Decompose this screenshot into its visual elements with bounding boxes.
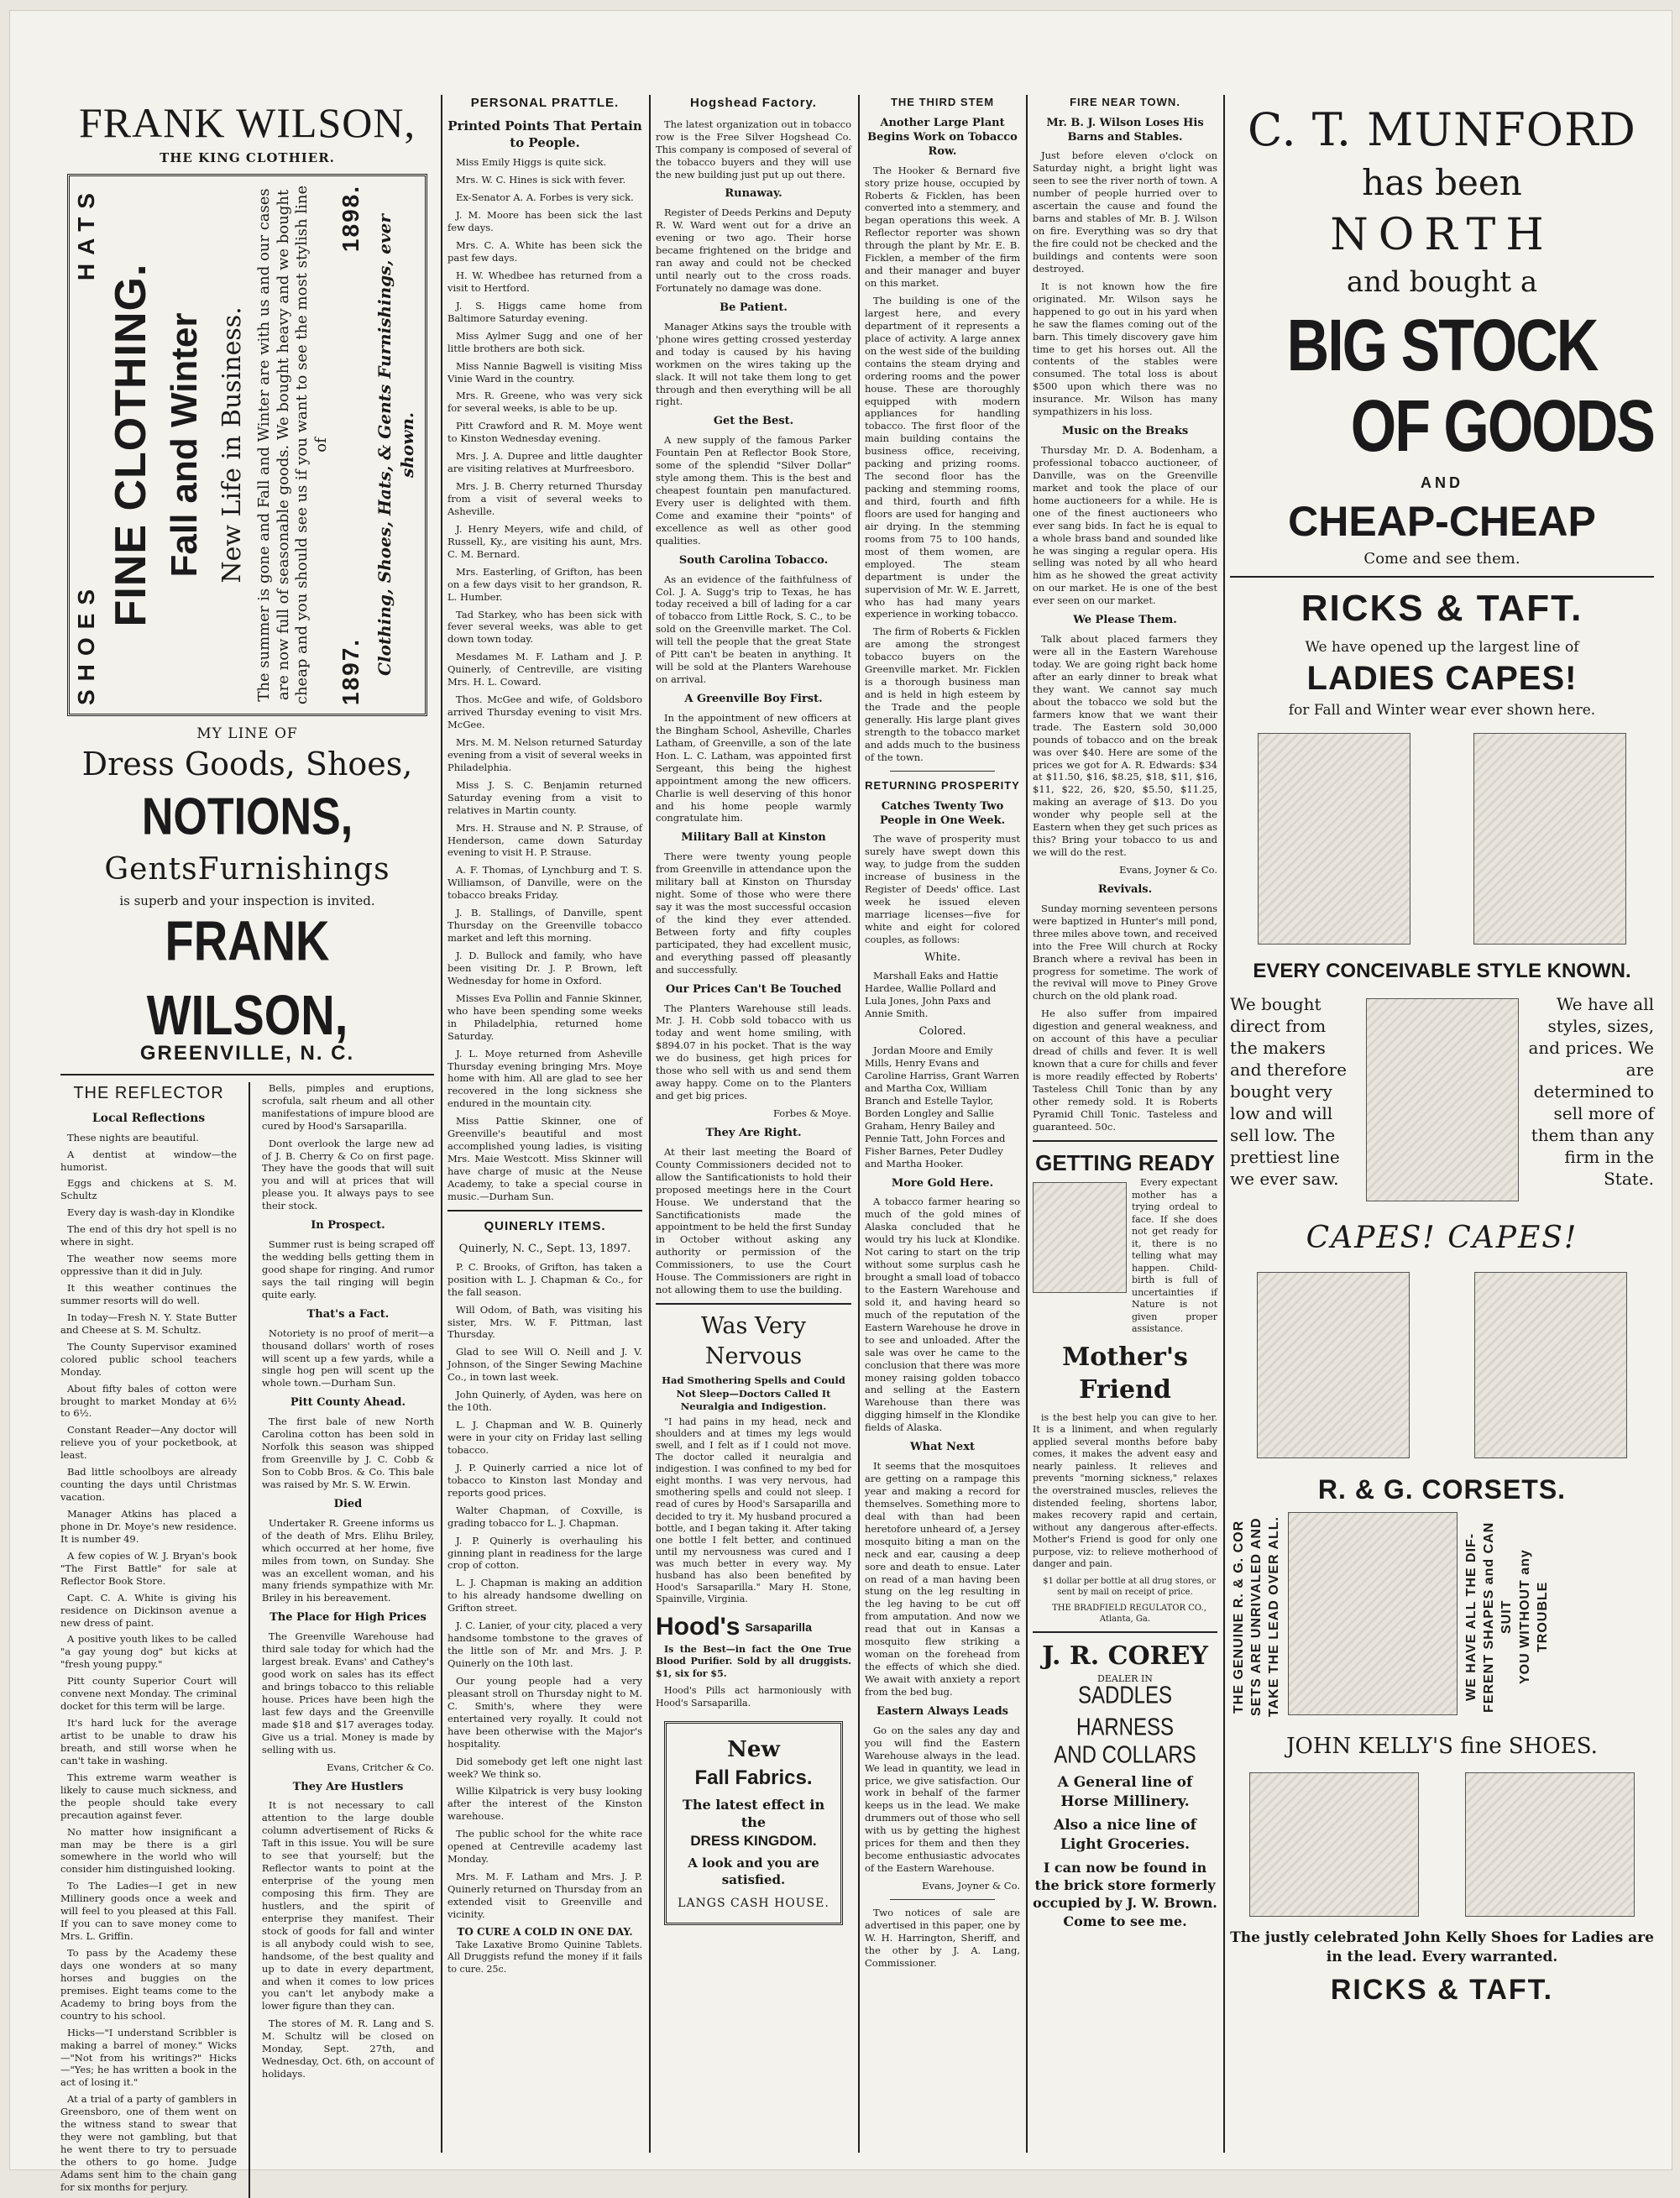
personal-item: Pitt Crawford and R. M. Moye went to Kinston Wednesday evening.	[447, 420, 642, 445]
local-item: The weather now seems more oppressive than it did in July.	[60, 1253, 237, 1278]
munford-north: NORTH	[1330, 209, 1554, 260]
ricks-right-text: We have all styles, sizes, and prices. We are determined to sell more of them than any firm in the State.	[1528, 994, 1654, 1190]
quinerly-item: Willie Kilpatrick is very busy looking after the interest of the Kinston warehouse.	[447, 1785, 642, 1823]
col4-head: THE THIRD STEM	[890, 96, 995, 108]
white-head: White.	[924, 950, 960, 964]
munford-name: C. T. MUNFORD	[1248, 103, 1636, 156]
patient-text: Manager Atkins says the trouble with 'phone wires getting crossed yesterday and today is caused by his having workmen on the wires taking up the slack. It will not take them long to get through and then everything will be all right.	[656, 320, 851, 408]
next-head: What Next	[910, 1441, 975, 1454]
quinerly-item: P. C. Brooks, of Grifton, has taken a position with L. J. Chapman & Co., for the fall season.	[447, 1260, 642, 1298]
local-item: The end of this dry hot spell is no where in sight.	[60, 1223, 237, 1248]
column-6-ad	[1230, 95, 1654, 2153]
quinerly-item: Glad to see Will O. Neill and J. V. Johnson, of the Singer Sewing Machine Co., in town last week.	[447, 1346, 642, 1384]
personal-item: Ex-Senator A. A. Forbes is very sick.	[456, 191, 634, 204]
shoe-illustration	[1465, 1772, 1635, 1917]
personal-item: Mrs. H. Strause and N. P. Strause, of Henderson, came down Saturday evening to visit H. P. Strause.	[447, 821, 642, 859]
revivals-text: Sunday morning seventeen persons were baptized in Hunter's mill pond, three miles above town, and received into the Free Will church at Rocky Branch where a revival has been in progress for sometime. The work of the revival will move to Piney Grove church on the old plank road.	[1033, 902, 1217, 1002]
ricks-fall: for Fall and Winter wear ever shown here.	[1288, 702, 1596, 720]
patient-head: Be Patient.	[720, 301, 788, 314]
kelly-text: The justly celebrated John Kelly Shoes for Ladies are in the lead. Every warranted.	[1230, 1929, 1654, 1965]
hoods-line: Is the Best—in fact the One True Blood Purifier. Sold by all druggists. $1, six for $5.	[656, 1643, 851, 1679]
nervous-title: Was Very Nervous	[700, 1313, 807, 1369]
quinerly-item: John Quinerly, of Ayden, was here on the 10th.	[447, 1389, 642, 1414]
ad-hats: HATS	[72, 184, 99, 280]
personal-item: Misses Eva Pollin and Fannie Skinner, who have been spending some weeks in Philadelphia, returned home Saturday.	[447, 992, 642, 1042]
divider	[447, 1210, 642, 1212]
local-item: It's hard luck for the average artist to be unable to draw his breath, and still worse when he can't take in washing.	[60, 1717, 237, 1766]
ricks-opened: We have opened up the largest line of	[1305, 638, 1579, 656]
please-head: We Please Them.	[1073, 614, 1177, 627]
column-rule	[1026, 95, 1028, 2153]
personal-item: Mrs. Easterling, of Grifton, has been on a few days visit to her grandson, R. L. Humber.	[447, 565, 642, 603]
corset-vert-text: YOU WITHOUT any TROUBLE	[1517, 1549, 1550, 1685]
column-1	[60, 95, 434, 2193]
personal-item: Mesdames M. F. Latham and J. P. Quinerly, of Centreville, are visiting Mrs. H. L. Coward.	[447, 651, 642, 688]
next-text: It seems that the mosquitoes are getting on a rampage this year and making a record for themselves. Something more to deal with than had been heretofore unheard of, a Jersey mosquito biting a man on the neck and ear, causing a deep sore and death to ensue. Later on read of a man having been stung on the leg resulting in the leg having to be cut off from amputation. And now we read that out in Kansas a mosquito flew striking a woman on the forehead from the effects of which she died. We await with anxiety a report from the bed bug.	[865, 1460, 1020, 1698]
corsets-title: R. & G. CORSETS.	[1317, 1473, 1567, 1505]
col5-head: FIRE NEAR TOWN.	[1070, 96, 1180, 108]
column-1b: Bells, pimples and eruptions, scrofula, salt rheum and all other manifestations of impure blood are cured by Hood's Sarsaparilla. Dont overlook the large new ad of J. B. Cherry & Co on first page. They have the goods that will suit you and will at prices that will please you. It always pays to see their stock. In Prospect. Summer rust is being scraped off the wedding bells getting them in good shape for ringing. And rumor says the tail ringing will begin quite early. That's a Fact. Notoriety is no proof of merit—a thousand dollars' worth of roses will scent up a few yards, while a single hog pen will scent up the whole town.—Durham Sun. Pitt County Ahead. The first bale of new North Carolina cotton has been sold in Norfolk this season was shipped from Greenville by J. C. Cobb & Son to Cobb Bros. & Co. This bale was raised by Mr. S. W. Erwin. Died Undertaker R. Greene informs us of the death of Mrs. Elihu Briley, which occurred at her home, five miles from town, on Sunday. She was an excellent woman, and his many friends sympathize with Mr. Briley in his bereavement. The Place for High Prices The Greenville Warehouse had third sale today for which had the largest break. Evans' and Cathey's good work on sales has its effect and brings tobacco to this reliable house. Prices have been high the last few days and the Greenville made $18 and $17 averages today. Give us a trial. Money is made by selling with us. Evans, Critcher & Co. They Are Hustlers It is not necessary to call attention to the large double column advertisement of Ricks & Taft in this issue. You will be sure to see that yourself; but the Reflector wants to point at the enterprise of the young men composing this firm. They are hustlers, and the spirit of enterprise they manifest. Their stock of goods for fall and winter is all anybody could wish to see, handsome, of the best quality and up to date in every department, and when it comes to low prices you can't let anybody make a lower figure than they can. The stores of M. R. Lang and S. M. Schultz will be closed on Monday, Sept. 27th, and Wednesday, Oct. 6th, on account of holidays.	[261, 1081, 434, 2080]
personal-item: Mrs. W. C. Hines is sick with fever.	[456, 174, 626, 186]
local-item: No matter how insignificant a man may be there is a girl somewhere in the world who will consider him distinguished looking.	[60, 1825, 237, 1876]
personal-item: J. L. Moye returned from Asheville Thursday evening bringing Mrs. Moye home with him. All are glad to see her recovered in the long sickness she endured in the mountain city.	[447, 1047, 642, 1110]
local-item: Constant Reader—Any doctor will relieve you of your pocketbook, at least.	[60, 1424, 237, 1462]
ad-line-of: MY LINE OF	[196, 725, 298, 742]
local-item: A few copies of W. J. Bryan's book "The First Battle" for sale at Reflector Book Store.	[60, 1549, 237, 1587]
ad-town: GREENVILLE, N. C.	[139, 1042, 355, 1065]
personal-item: Thos. McGee and wife, of Goldsboro arrived Thursday evening to visit Mrs. McGee.	[447, 693, 642, 731]
personal-item: Miss Pattie Skinner, one of Greenville's beautiful and most accomplished young ladies, is visiting Mrs. Maie Westcott. Miss Skinner will have charge of music at the Neuse Academy, to take a special course in music.—Durham Sun.	[447, 1115, 642, 1202]
corey-name: J. R. COREY	[1042, 1641, 1208, 1672]
cape-illustration	[1258, 733, 1410, 945]
local-item: Bad little schoolboys are already counting the days until Christmas vacation.	[60, 1466, 237, 1504]
ad-superb: is superb and your inspection is invited.	[119, 892, 375, 908]
column-3	[656, 95, 851, 2153]
quinerly-date: Quinerly, N. C., Sept. 13, 1897.	[458, 1242, 631, 1255]
personal-item: A. F. Thomas, of Lynchburg and T. S. Williamson, of Danville, were on the tobacco breaks Friday.	[447, 864, 642, 902]
column-rule	[858, 95, 860, 2153]
quinerly-item: The public school for the white race opened at Centreville academy last Monday.	[447, 1828, 642, 1866]
capes-capes: CAPES! CAPES!	[1306, 1221, 1578, 1256]
newspaper-page	[9, 10, 1672, 2193]
personal-item: J. S. Higgs came home from Baltimore Saturday evening.	[447, 299, 642, 324]
cape-illustration	[1473, 733, 1626, 945]
col5-sub: Mr. B. J. Wilson Loses His Barns and Stables.	[1046, 117, 1204, 144]
corset-vert-text: THE GENUINE R. & G. COR	[1232, 1520, 1246, 1714]
personal-item: Miss J. S. C. Benjamin returned Saturday evening from a visit to relatives in Martin county.	[447, 778, 642, 816]
quinerly-item: J. C. Lanier, of your city, placed a very handsome tombstone to the graves of the little son of Mr. and Mrs. J. P. Quinerly on the 10th last.	[447, 1620, 642, 1670]
getting-ready-text: Every expectant mother has a trying ordeal to face. If she does not get ready for it, there is no telling what may happen. Child-birth is full of uncertainties if Nature is not given proper assistance.	[1132, 1177, 1217, 1335]
corset-vert-text: TAKE THE LEAD OVER ALL.	[1267, 1516, 1282, 1718]
cape-illustration	[1366, 998, 1519, 1201]
reflector-sub: Local Reflections	[92, 1112, 206, 1126]
local-item: To The Ladies—I get in new Millinery goods once a week and will feel to you pleased at this Fall. If you can to save money come to Mrs. L. Griffin.	[60, 1880, 237, 1943]
local-item: Every day is wash-day in Klondike	[67, 1206, 235, 1219]
rotated-ad-box	[67, 174, 427, 716]
col4-text: The Hooker & Bernard five story prize house, occupied by Roberts & Ficklen, has been converted into a stemmery, and began operations this week. A Reflector reporter was shown through the plant by Mr. E. B. Ficklen, a member of the firm and their manager and buyer on this market.	[865, 164, 1020, 290]
cape-illustration	[1474, 1272, 1627, 1458]
local-item: Eggs and chickens at S. M. Schultz	[60, 1177, 237, 1202]
divider	[1033, 1631, 1217, 1633]
fire-text: Just before eleven o'clock on Saturday night, a bright light was seen to see the river north of town. A number of people hurried over to ascertain the cause and found the barns and stables of Mr. B. J. Wilson on fire. Everything was so dry that the fire could not be checked and the buildings and contents were soon destroyed.	[1033, 149, 1217, 275]
fall-fabrics-ad	[664, 1721, 843, 1925]
ad-subtitle: THE KING CLOTHIER.	[160, 150, 335, 165]
munford-bought: and bought a	[1346, 265, 1538, 300]
runaway-head: Runaway.	[725, 187, 782, 201]
prosperity-text: The wave of prosperity must surely have swept down this way, to judge from the sudden increase of business in the Register of Deeds' office. Last week he issued eleven marriage licenses—five for white and eight for colored couples, as follows:	[865, 833, 1020, 945]
col4-text: The building is one of the largest here, and every department of it represents a place of activity. A large annex on the west side of the building contains the steam drying and ordering rooms and the power house. These are thoroughly equipped with modern appliances for handling tobacco. The first floor of the main building contains the business office, receiving, packing and prizing rooms. The second floor has the packing and stemming rooms, and third, fourth and fifth floors are used for hanging and air drying. In the stemming rooms from 75 to 100 hands, most of them women, are employed. The steam department is under the supervision of Mr. W. E. Jarrett, who has had many years experience in working tobacco.	[865, 295, 1020, 620]
sc-text: As an evidence of the faithfulness of Col. J. A. Sugg's trip to Texas, he has today received a bill of lading for a car of tobacco from Little Rock, S. C., to be sold on the Greenville market. The Col. will tell the people that the great State of Pitt can't be beaten in anything. It will be sold at the Planters Warehouse on arrival.	[656, 573, 851, 686]
corey-groceries: Also a nice line of Light Groceries.	[1054, 1817, 1196, 1853]
personal-item: Mrs. M. M. Nelson returned Saturday evening from a visit of several weeks in Philadelphia.	[447, 735, 642, 773]
personal-item: J. D. Bullock and family, who have been visiting Dr. J. P. Brown, left Wednesday for home in Oxford.	[447, 950, 642, 986]
prosperity-sub: Catches Twenty Two People in One Week.	[879, 799, 1006, 827]
quinerly-head: QUINERLY ITEMS.	[484, 1218, 606, 1233]
prices-sig: Forbes & Moye.	[772, 1107, 851, 1120]
col3-text: The latest organization out in tobacco row is the Free Silver Hogshead Co. This company is composed of several of the tobacco buyers and they will use the new building just put up out there.	[656, 118, 851, 181]
corey-collars: AND COLLARS	[1054, 1741, 1196, 1769]
corey-horse: A General line of Horse Millinery.	[1057, 1774, 1193, 1810]
right-head: They Are Right.	[705, 1126, 802, 1139]
local-item: At a trial of a party of gamblers in Greensboro, one of them went on the witness stand to swear that they were not gambling, but that he went there to try to persuade the others to go home. Judge Adams sent him to the chain gang for six months for perjury.	[60, 2093, 237, 2193]
munford-cheap: CHEAP-CHEAP	[1288, 497, 1596, 545]
ricks-left-text: We bought direct from the makers and therefore bought very low and will sell low. The prettiest line we ever saw.	[1230, 994, 1347, 1190]
quinerly-item: J. P. Quinerly is overhauling his ginning plant in readiness for the large crop of cotton.	[447, 1534, 642, 1572]
prosperity-head: RETURNING PROSPERITY	[865, 778, 1020, 792]
local-item: About fifty bales of cotton were brought to market Monday at 6½ to 6½.	[60, 1382, 237, 1420]
colored-list: Jordan Moore and Emily Mills, Henry Evans and Caroline Harriss, Grant Warren and Martha Cox, William Branch and Estelle Taylor, Borden Longley and Sallie Graham, Henry Bailey and Pennie Tatt, John Forces and Fisher Barnes, Peter Dudley and Martha Hooker.	[865, 1044, 1020, 1170]
column-rule	[249, 1082, 250, 2198]
hoods-logo: Hood's	[656, 1613, 741, 1641]
fabrics-kingdom: DRESS KINGDOM.	[690, 1832, 817, 1849]
personal-item: Miss Nannie Bagwell is visiting Miss Vinie Ward in the country.	[447, 359, 642, 385]
mothers-friend-price: $1 dollar per bottle at all drug stores, or sent by mail on receipt of price.	[1043, 1576, 1216, 1597]
col4-text: The firm of Roberts & Ficklen are among the strongest tobacco buyers on the Greenville market. Mr. Ficklen is a thorough business man and is held in high esteem by the Trade and the people generally. His large plant gives strength to the tobacco market and adds much to the business of the town.	[865, 625, 1020, 763]
corset-vert-text: WE HAVE ALL THE DIF-	[1464, 1532, 1479, 1701]
chill-text: He also suffer from impaired digestion and general weakness, and on account of this have a peculiar dread of chills and fever. It is well known that a cure for chills and fever is more readily effected by Roberts' Tasteless Chill Tonic than by any other remedy sold. It is Roberts Pyramid Chill Tonic. Tasteless and guaranteed. 50c.	[1033, 1007, 1217, 1133]
mothers-friend-title: Mother's Friend	[1062, 1342, 1188, 1405]
cure-text: Take Laxative Bromo Quinine Tablets. All Druggists refund the money if it fails to cure. 25c.	[447, 1939, 642, 1975]
boy-text: In the appointment of new officers at the Bingham School, Asheville, Charles Latham, of Greenville, a son of the late Hon. L. C. Latham, was appointed first Sergeant, this being the highest appointment among the new officers. Charlie is well deserving of this honor and his home people warmly congratulate him.	[656, 711, 851, 824]
corset-row	[1230, 1512, 1654, 1722]
fabrics-look: A look and you are satisfied.	[688, 1855, 819, 1887]
column-2	[447, 95, 642, 2153]
divider	[656, 1303, 851, 1305]
corey-saddles: SADDLES HARNESS	[1076, 1682, 1175, 1741]
ad-tagline: Clothing, Shoes, Hats, & Gents Furnishings, ever shown.	[374, 213, 417, 676]
quinerly-item: Did somebody get left one night last week? We think so.	[447, 1755, 642, 1780]
munford-hasbeen: has been	[1362, 162, 1522, 204]
gold-text: A tobacco farmer hearing so much of the gold mines of Alaska concluded that he would try his luck at Klondike. Not caring to start on the trip without some surplus cash he brought a small load of tobacco to the Eastern Warehouse and sold it, and having heard so much of the reputation of the Eastern Warehouse he drove in to see and unloaded. After the sale was over he came to the conclusion that there was more money raising golden tobacco and selling at the Eastern Warehouse than there was digging himself in the Klondike fields of Alaska.	[865, 1196, 1020, 1434]
personal-item: J. M. Moore has been sick the last few days.	[447, 209, 642, 234]
ad-notions: NOTIONS,	[141, 788, 353, 847]
quinerly-item: Our young people had a very pleasant stroll on Thursday night to M. C. Smith's, where they were entertained very royally. It could not have been otherwise with the Major's hospitality.	[447, 1674, 642, 1750]
music-text: Thursday Mr. D. A. Bodenham, a professional tobacco auctioneer, of Danville, was on the Greenville market and took the place of our home auctioneers for a while. He is one of the finest auctioneers who ever sang bids. In fact he is equal to a whole brass band and sounded like he was singing a regular opera. His selling was noted by all who heard him as he showed the great activity on our market. He is one of the best ever seen on our market.	[1033, 444, 1217, 607]
quinerly-item: Mrs. M. F. Latham and Mrs. J. P. Quinerly returned on Thursday from an extended visit to Greenville and vicinity.	[447, 1871, 642, 1920]
divider	[60, 1074, 434, 1075]
shoe-illustration	[1249, 1772, 1419, 1917]
revivals-head: Revivals.	[1097, 882, 1153, 896]
personal-item: Mrs. R. Greene, who was very sick for several weeks, is able to be up.	[447, 390, 642, 415]
cure-head: TO CURE A COLD IN ONE DAY.	[457, 1925, 633, 1938]
ad-fine-clothing: FINE CLOTHING.	[106, 263, 155, 627]
prices-head: Our Prices Can't Be Touched	[665, 982, 842, 996]
fire-text: It is not known how the fire originated. Mr. Wilson says he happened to go out in his yard when he saw the flames coming out of the barn. This timely discovery gave him time to get his horses out. All the contents of the stables were consumed. The total loss is about $500 upon which there was no insurance. Mr. Wilson has many sympathizers in his loss.	[1033, 280, 1217, 418]
ball-head: Military Ball at Kinston	[681, 831, 826, 845]
music-head: Music on the Breaks	[1061, 425, 1189, 438]
corset-illustration	[1288, 1512, 1458, 1715]
ad-body: The summer is gone and Fall and Winter are with us and our cases are now full of seasonable goods. We bought heavy and we bought cheap and you should see us if you want to see the most stylish line of	[254, 185, 330, 704]
munford-big-stock: BIG STOCK	[1286, 304, 1598, 386]
local-item: Hicks—"I understand Scribbler is making a barrel of money." Wicks—"Not from his writings?" Hicks—"Yes; he has written a book in the act of losing it."	[60, 2026, 237, 2089]
divider	[890, 1899, 995, 1900]
sarsaparilla-logo: Sarsaparilla	[745, 1620, 812, 1634]
quinerly-item: J. P. Quinerly carried a nice lot of tobacco to Kinston last Monday and reports good prices.	[447, 1461, 642, 1499]
corset-vert-text: SETS ARE UNRIVALED AND	[1249, 1517, 1264, 1717]
quinerly-item: Will Odom, of Bath, was visiting his sister, Mrs. W. F. Pittman, last Thursday.	[447, 1303, 642, 1341]
local-item: It this weather continues the summer resorts will do well.	[60, 1282, 237, 1306]
leads-sig: Evans, Joyner & Co.	[922, 1880, 1020, 1892]
fabrics-new: New	[727, 1737, 780, 1763]
divider	[1033, 1140, 1217, 1142]
reflector-head: THE REFLECTOR	[73, 1083, 224, 1102]
ad-year-1898: 1898.	[337, 184, 364, 252]
local-item: In today—Fresh N. Y. State Butter and Cheese at S. M. Schultz.	[60, 1311, 237, 1336]
col2-head: PERSONAL PRATTLE.	[470, 96, 620, 110]
white-list: Marshall Eaks and Hattie Hardee, Wallie Pollard and Lula Jones, John Paxs and Annie Smith.	[865, 970, 998, 1020]
local-item: A dentist at window—the humorist.	[60, 1148, 237, 1173]
prices-text: The Planters Warehouse still leads. Mr. J. H. Cobb sold tobacco with us today and went home smiling, with $894.07 in his pocket. That is the way we do business, get high prices for those who sell with us and send them away happy. Come on to the Planters and get big prices.	[656, 1002, 851, 1102]
nervous-body: "I had pains in my head, neck and shoulders and at times my legs would swell, and I felt as if I could not move. The doctor called it neuralgia and indigestion. I was confined to my bed for eight months. I was very nervous, had smothering spells and could not sleep. I read of cures by Hood's Sarsaparilla and decided to try it. My husband procured a bottle, and I began taking it. After taking one bottle I felt better, and continued until my nervousness was cured and I was much better in every way. My husband has also been benefited by Hood's Sarsaparilla." Mary H. Stone, Spainville, Virginia.	[656, 1416, 851, 1605]
corey-found: I can now be found in the brick store formerly occupied by J. W. Brown. Come to see me.	[1033, 1860, 1217, 1929]
ad-shoes: SHOES	[72, 580, 99, 705]
local-item: A positive youth likes to be called "a gay young dog" but kicks at "fresh young puppy."	[60, 1633, 237, 1671]
best-head: Get the Best.	[713, 415, 794, 428]
leads-head: Eastern Always Leads	[876, 1704, 1009, 1718]
ad-gents: GentsFurnishings	[104, 852, 390, 887]
ad-new-life: New Life in Business.	[217, 306, 247, 584]
col3-head: Hogshead Factory.	[690, 96, 817, 110]
local-item: Manager Atkins has placed a phone in Dr. Moye's new residence. It is number 49.	[60, 1508, 237, 1545]
quinerly-item: Walter Chapman, of Coxville, is grading tobacco for L. J. Chapman.	[447, 1504, 642, 1529]
fabrics-fall: Fall Fabrics.	[694, 1766, 813, 1789]
ricks-every-style: EVERY CONCEIVABLE STYLE KNOWN.	[1253, 960, 1631, 983]
personal-item: Mrs. J. B. Cherry returned Thursday from a visit of several weeks to Asheville.	[447, 480, 642, 517]
hoods-pills: Hood's Pills act harmoniously with Hood's Sarsaparilla.	[656, 1685, 851, 1709]
local-items	[60, 1132, 237, 2194]
mothers-friend-regulator: THE BRADFIELD REGULATOR CO., Atlanta, Ga.	[1052, 1603, 1206, 1625]
cape-illustration	[1257, 1272, 1410, 1458]
column-5	[1033, 95, 1217, 2153]
column-rule	[1223, 95, 1225, 2153]
personal-item: H. W. Whedbee has returned from a visit to Hertford.	[447, 269, 642, 294]
column-rule	[649, 95, 651, 2153]
munford-come: Come and see them.	[1363, 549, 1520, 568]
ad-frank-wilson: FRANK WILSON,	[146, 908, 348, 1047]
fabrics-latest: The latest effect in the	[682, 1797, 825, 1831]
ad-fall-winter: Fall and Winter	[163, 312, 205, 578]
best-text: A new supply of the famous Parker Fountain Pen at Reflector Book Store, some of the splendid "Silver Dollar" style among them. This is the best and cheapest fountain pen manufactured. Every user is delighted with them. Come and examine their "points" of excellence as well as other good qualities.	[656, 434, 851, 547]
local-item: The County Supervisor examined colored public school teachers Monday.	[60, 1340, 237, 1378]
boy-head: A Greenville Boy First.	[684, 693, 823, 706]
personal-item: Tad Starkey, who has been sick with fever several weeks, was able to get down town today.	[447, 608, 642, 646]
munford-of-goods: OF GOODS	[1350, 384, 1654, 467]
local-item: To pass by the Academy these days one wonders at so many horses and buggies on the premises. Eight teams come to the Academy to bring boys from the country to his school.	[60, 1947, 237, 2022]
ricks-title: RICKS & TAFT.	[1301, 587, 1583, 629]
divider	[1230, 576, 1654, 578]
munford-and: AND	[1421, 474, 1463, 492]
personal-item: Mrs. J. A. Dupree and little daughter are visiting relatives at Murfreesboro.	[447, 450, 642, 475]
ad-dress-goods: Dress Goods, Shoes,	[81, 746, 413, 783]
corset-vert-text: FERENT SHAPES and CAN SUIT	[1482, 1521, 1515, 1713]
getting-ready-title: GETTING READY	[1035, 1149, 1215, 1175]
local-item: Capt. C. A. White is giving his residence on Dickinson avenue a new dress of paint.	[60, 1591, 237, 1629]
col4-sub: Another Large Plant Begins Work on Tobacco Row.	[867, 117, 1018, 159]
divider	[890, 771, 995, 772]
mother-illustration	[1033, 1182, 1127, 1293]
right-text: At their last meeting the Board of County Commissioners decided not to allow the Santificationists to hold their proposed meetings here in the Court House. We understand that the Sanctificationists made the appointment to be held the first Sunday in October without asking any authority or permission of the Commissioners, to use the Court House. The Commissioners are right in not allowing them to use the building.	[656, 1145, 851, 1296]
personal-item: J. Henry Meyers, wife and child, of Russell, Ky., are visiting his aunt, Mrs. C. M. Bernard.	[447, 522, 642, 560]
ad-title: FRANK WILSON,	[79, 99, 416, 146]
mothers-friend-text: is the best help you can give to her. It is a liniment, and when regularly applied several months before baby comes, it makes the advent easy and nearly painless. It relieves and prevents "morning sickness," relaxes the overstrained muscles, relieves the distended feeling, shortens labor, makes recovery rapid and certain, without any dangerous after-effects. Mother's Friend is good for only one purpose, viz: to relieve motherhood of danger and pain.	[1033, 1411, 1217, 1570]
notices-text: Two notices of sale are advertised in this paper, one by W. H. Harrington, Sheriff, and the other by J. A. Lang, Commissioner.	[865, 1906, 1020, 1969]
ricks-bottom: RICKS & TAFT.	[1330, 1974, 1554, 2007]
please-sig: Evans, Joyner & Co.	[1119, 864, 1217, 876]
runaway-text: Register of Deeds Perkins and Deputy R. W. Ward went out for a drive an evening or two ago. Their horse became frightened on the bridge and ran away and could not be checked until nearly out to the cross roads. Fortunately no damage was done.	[656, 207, 851, 294]
ball-text: There were twenty young people from Greenville in attendance upon the military ball at Kinston on Thursday night. Some of those who were there say it was the most successful occasion of the kind they ever attended. Between forty and fifty couples participated, they had excellent music, and everything passed off pleasantly and successfully.	[656, 850, 851, 976]
column-4	[865, 95, 1020, 2153]
nervous-sub: Had Smothering Spells and Could Not Sleep—Doctors Called It Neuralgia and Indigestion.	[662, 1374, 845, 1412]
personal-item: J. B. Stallings, of Danville, spent Thursday on the Greenville tobacco market and left this morning.	[447, 907, 642, 945]
personal-item: Miss Aylmer Sugg and one of her little brothers are both sick.	[447, 329, 642, 354]
sc-head: South Carolina Tobacco.	[678, 553, 829, 567]
personal-item: Miss Emily Higgs is quite sick.	[456, 156, 607, 169]
fabrics-house: LANGS CASH HOUSE.	[678, 1896, 830, 1910]
leads-text: Go on the sales any day and you will find the Eastern Warehouse always in the lead. We lead in quantity, we lead in price, we give satisfaction. Our work in behalf of the farmer keeps us in the lead. We make drummers out of those who sell with us by getting the highest prices for them and then they become enthusiastic advocates of the Eastern Warehouse.	[865, 1724, 1020, 1875]
please-text: Talk about placed farmers they were all in the Eastern Warehouse today. We are going right back home after an early dinner to break what they want. We cannot say much about the tobacco we sold but the farmers know that we want their trade. The Eastern sold 30,000 pounds of tobacco and on the break was over $40. Here are some of the prices we got for A. R. Edwards: $34 at $11.50, $16, $8.25, $18, $11, $16, $11, $22, 26, $20, $5.50, $11.25, making an average of $13. Do you wonder why people sell at the Eastern when they get such prices as this? Bring your tobacco to us and we will do the rest.	[1033, 633, 1217, 859]
quinerly-item: L. J. Chapman and W. B. Quinerly were in your city on Friday last selling tobacco.	[447, 1419, 642, 1456]
local-item: These nights are beautiful.	[67, 1131, 199, 1143]
column-rule	[441, 95, 442, 2153]
gold-head: More Gold Here.	[891, 1176, 994, 1190]
col2-sub: Printed Points That Pertain to People.	[447, 118, 642, 150]
kelly-title: JOHN KELLY'S fine SHOES.	[1286, 1733, 1598, 1759]
local-item: Pitt county Superior Court will convene next Monday. The criminal docket for this term will be large.	[60, 1675, 237, 1713]
personal-item: Mrs. C. A. White has been sick the past few days.	[447, 239, 642, 264]
quinerly-item: L. J. Chapman is making an addition to his already handsome dwelling on Grifton street.	[447, 1577, 642, 1614]
colored-head: Colored.	[919, 1025, 966, 1039]
local-item: This extreme warm weather is likely to cause much sickness, and the people should take every precaution against fever.	[60, 1771, 237, 1821]
ad-year-1897: 1897.	[337, 637, 364, 705]
ricks-capes: LADIES CAPES!	[1306, 660, 1578, 698]
rotated-ad-content	[71, 185, 424, 705]
corey-dealer: DEALER IN	[1097, 1672, 1153, 1684]
